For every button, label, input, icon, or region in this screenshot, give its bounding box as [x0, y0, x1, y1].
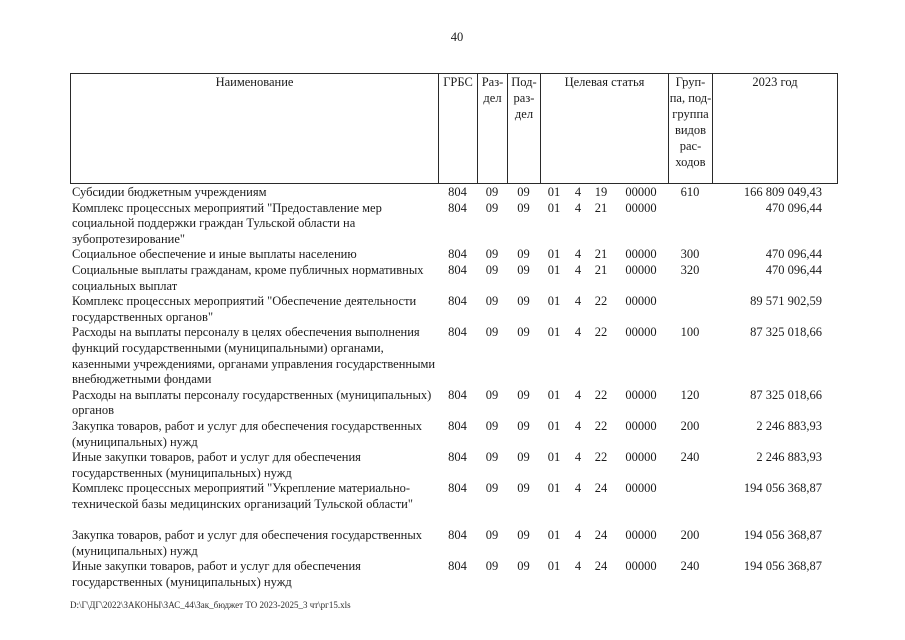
cell-target-article-direction: 00000 — [625, 418, 657, 433]
cell-podrazdel: 09 — [517, 387, 530, 402]
header-expense-type-line: Груп- — [675, 75, 706, 89]
cell-name — [70, 201, 438, 248]
cell-target-article-program: 01 — [547, 528, 561, 543]
cell-target-article-program: 01 — [547, 559, 561, 574]
table-body — [70, 185, 838, 590]
cell-name-line: Закупка товаров, работ и услуг для обеспечения государственных — [72, 418, 423, 433]
cell-name-line: казенными учреждениями, органами управления государственными — [72, 356, 436, 371]
cell-razdel: 09 — [485, 200, 499, 215]
cell-expense-type: 100 — [680, 325, 700, 340]
cell-podrazdel: 09 — [517, 559, 530, 574]
cell-target-article-program: 01 — [547, 450, 561, 465]
header-expense-type-line: видов — [674, 123, 707, 137]
table-row — [70, 450, 838, 481]
cell-target-article-element-type: 4 — [574, 262, 582, 277]
header-amount-2023 — [712, 74, 838, 183]
header-grbs — [438, 74, 477, 183]
cell-target-article-element-type: 4 — [574, 387, 582, 402]
header-expense-type-line: па, под- — [669, 91, 712, 105]
cell-target-article-element: 22 — [594, 294, 608, 309]
cell-name-line: (муниципальных) нужд — [72, 434, 198, 449]
cell-target-article-direction: 00000 — [625, 481, 657, 496]
cell-grbs: 804 — [448, 185, 467, 199]
cell-target-article-element: 22 — [594, 418, 608, 433]
cell-name-line: Расходы на выплаты персоналу в целях обеспечения выполнения — [72, 325, 420, 340]
cell-target-article-element: 24 — [594, 481, 608, 496]
cell-podrazdel: 09 — [517, 185, 530, 199]
header-grbs-label: ГРБС — [443, 75, 473, 89]
cell-expense-type: 200 — [680, 418, 700, 433]
cell-name-line: государственных (муниципальных) нужд — [72, 574, 292, 589]
cell-target-article-program: 01 — [547, 247, 561, 262]
cell-expense-type: 240 — [680, 559, 700, 574]
header-razdel-line: дел — [483, 91, 502, 105]
cell-target-article-element-type: 4 — [574, 185, 582, 199]
cell-podrazdel: 09 — [517, 294, 530, 309]
cell-razdel: 09 — [485, 528, 499, 543]
header-amount-2023-label: 2023 год — [752, 75, 798, 89]
cell-amount-2023: 87 325 018,66 — [750, 325, 822, 340]
cell-name — [70, 185, 438, 201]
cell-name-line: Комплекс процессных мероприятий "Предоставление мер — [72, 200, 382, 215]
cell-target-article-element-type: 4 — [574, 200, 582, 215]
cell-name — [70, 325, 438, 387]
cell-target-article-element-type: 4 — [574, 418, 582, 433]
cell-target-article-program: 01 — [547, 418, 561, 433]
cell-expense-type: 240 — [680, 450, 700, 465]
header-name — [70, 74, 438, 183]
table-row — [70, 528, 838, 559]
header-expense-type — [668, 74, 712, 183]
header-podrazdel-line: Под- — [511, 75, 537, 89]
cell-grbs: 804 — [448, 247, 467, 262]
cell-target-article-element-type: 4 — [574, 247, 582, 262]
cell-name — [70, 419, 438, 450]
cell-name — [70, 294, 438, 325]
cell-razdel: 09 — [485, 185, 499, 199]
cell-target-article-element: 21 — [594, 200, 608, 215]
cell-name-line: Субсидии бюджетным учреждениям — [72, 185, 267, 199]
cell-grbs: 804 — [448, 450, 467, 465]
cell-amount-2023: 194 056 368,87 — [743, 528, 822, 543]
cell-amount-2023: 166 809 049,43 — [743, 185, 822, 199]
cell-name-line: Закупка товаров, работ и услуг для обеспечения государственных — [72, 528, 423, 543]
cell-name-line: Комплекс процессных мероприятий "Укрепление материально- — [72, 481, 411, 496]
cell-amount-2023: 194 056 368,87 — [743, 559, 822, 574]
cell-razdel: 09 — [485, 450, 499, 465]
cell-name-line: государственных органов" — [72, 309, 214, 324]
cell-podrazdel: 09 — [517, 418, 530, 433]
header-expense-type-line: рас- — [679, 139, 702, 153]
cell-razdel: 09 — [485, 247, 499, 262]
cell-name-line: (муниципальных) нужд — [72, 543, 198, 558]
cell-target-article-element: 24 — [594, 528, 608, 543]
cell-target-article-element-type: 4 — [574, 559, 582, 574]
cell-amount-2023: 194 056 368,87 — [743, 481, 822, 496]
cell-razdel: 09 — [485, 387, 499, 402]
table-row — [70, 325, 838, 387]
cell-razdel: 09 — [485, 481, 499, 496]
table-row — [70, 201, 838, 248]
cell-expense-type: 300 — [680, 247, 700, 262]
cell-grbs: 804 — [448, 528, 467, 543]
cell-name — [70, 263, 438, 294]
cell-target-article-direction: 00000 — [625, 450, 657, 465]
cell-name-line: Расходы на выплаты персоналу государственных (муниципальных) — [72, 387, 432, 402]
table-header — [70, 73, 838, 184]
cell-target-article-element: 21 — [594, 262, 608, 277]
cell-target-article-element-type: 4 — [574, 294, 582, 309]
cell-target-article-direction: 00000 — [625, 559, 657, 574]
file-path-footer: D:\Г\ДГ\2022\ЗАКОНЫ\ЗАС_44\Зак_бюджет ТО 2023-2025_3 чт\рг15.xls — [70, 600, 351, 610]
cell-amount-2023: 87 325 018,66 — [750, 387, 822, 402]
cell-name-line: Иные закупки товаров, работ и услуг для обеспечения — [72, 450, 361, 465]
cell-grbs: 804 — [448, 387, 467, 402]
cell-target-article-element: 22 — [594, 450, 608, 465]
cell-name-line: Социальные выплаты гражданам, кроме публичных нормативных — [72, 262, 424, 277]
cell-target-article-program: 01 — [547, 200, 561, 215]
header-target-article-label: Целевая статья — [564, 75, 645, 89]
cell-target-article-direction: 00000 — [625, 325, 657, 340]
header-target-article — [540, 74, 668, 183]
table-row — [70, 388, 838, 419]
cell-target-article-program: 01 — [547, 325, 561, 340]
cell-target-article-program: 01 — [547, 387, 561, 402]
header-name-label: Наименование — [215, 75, 294, 89]
cell-target-article-element: 21 — [594, 247, 608, 262]
header-podrazdel-line: дел — [514, 107, 534, 121]
cell-amount-2023: 89 571 902,59 — [750, 294, 822, 309]
cell-target-article-direction: 00000 — [625, 247, 657, 262]
cell-name-line: Социальное обеспечение и иные выплаты населению — [72, 247, 357, 262]
cell-grbs: 804 — [448, 200, 467, 215]
cell-name-line: технической базы медицинских организаций Тульской области" — [72, 496, 413, 511]
cell-name — [70, 481, 438, 512]
cell-razdel: 09 — [485, 294, 499, 309]
cell-amount-2023: 2 246 883,93 — [756, 450, 822, 465]
cell-podrazdel: 09 — [517, 528, 530, 543]
cell-name-line: Комплекс процессных мероприятий "Обеспечение деятельности — [72, 294, 417, 309]
cell-target-article-element: 22 — [594, 325, 608, 340]
cell-name-line: зубопротезирование" — [72, 231, 186, 246]
cell-grbs: 804 — [448, 325, 467, 340]
cell-target-article-element-type: 4 — [574, 528, 582, 543]
cell-target-article-element-type: 4 — [574, 481, 582, 496]
table-row — [70, 481, 838, 528]
cell-grbs: 804 — [448, 262, 467, 277]
cell-name-line: внебюджетными фондами — [72, 372, 212, 387]
cell-expense-type: 610 — [680, 185, 700, 199]
cell-expense-type: 200 — [680, 528, 700, 543]
cell-name-line: государственных (муниципальных) нужд — [72, 465, 292, 480]
cell-name-line: социальной поддержки граждан Тульской области на — [72, 216, 356, 231]
cell-expense-type: 320 — [680, 262, 700, 277]
cell-target-article-program: 01 — [547, 481, 561, 496]
header-razdel — [477, 74, 507, 183]
cell-podrazdel: 09 — [517, 481, 530, 496]
cell-amount-2023: 470 096,44 — [765, 247, 822, 262]
cell-target-article-direction: 00000 — [625, 185, 657, 199]
cell-amount-2023: 470 096,44 — [765, 262, 822, 277]
cell-razdel: 09 — [485, 559, 499, 574]
cell-target-article-element-type: 4 — [574, 450, 582, 465]
cell-name — [70, 247, 438, 263]
cell-name-line: органов — [72, 403, 115, 418]
cell-name — [70, 450, 438, 481]
cell-target-article-element: 19 — [594, 185, 608, 199]
cell-podrazdel: 09 — [517, 450, 530, 465]
table-row — [70, 419, 838, 450]
cell-target-article-element: 24 — [594, 559, 608, 574]
cell-target-article-element: 22 — [594, 387, 608, 402]
table-row — [70, 185, 838, 201]
cell-name-line: Иные закупки товаров, работ и услуг для обеспечения — [72, 559, 361, 574]
table-row — [70, 294, 838, 325]
cell-grbs: 804 — [448, 481, 467, 496]
cell-razdel: 09 — [485, 418, 499, 433]
cell-podrazdel: 09 — [517, 262, 530, 277]
cell-amount-2023: 470 096,44 — [765, 200, 822, 215]
cell-target-article-direction: 00000 — [625, 262, 657, 277]
cell-podrazdel: 09 — [517, 247, 530, 262]
cell-podrazdel: 09 — [517, 200, 530, 215]
cell-target-article-direction: 00000 — [625, 200, 657, 215]
cell-target-article-element-type: 4 — [574, 325, 582, 340]
cell-grbs: 804 — [448, 559, 467, 574]
header-expense-type-line: ходов — [675, 155, 706, 169]
cell-amount-2023: 2 246 883,93 — [756, 418, 822, 433]
cell-target-article-program: 01 — [547, 185, 561, 199]
cell-name-line: социальных выплат — [72, 278, 178, 293]
cell-target-article-program: 01 — [547, 294, 561, 309]
cell-expense-type — [668, 481, 712, 497]
cell-podrazdel: 09 — [517, 325, 530, 340]
cell-expense-type — [668, 201, 712, 217]
header-expense-type-line: группа — [672, 107, 709, 121]
cell-name — [70, 388, 438, 419]
cell-expense-type: 120 — [680, 387, 700, 402]
header-podrazdel — [507, 74, 540, 183]
page-number: 40 — [450, 30, 464, 44]
cell-name — [70, 528, 438, 559]
cell-expense-type — [668, 294, 712, 310]
cell-razdel: 09 — [485, 325, 499, 340]
cell-name — [70, 559, 438, 590]
cell-target-article-direction: 00000 — [625, 294, 657, 309]
cell-target-article-direction: 00000 — [625, 528, 657, 543]
table-row — [70, 559, 838, 590]
cell-target-article-direction: 00000 — [625, 387, 657, 402]
table-row — [70, 263, 838, 294]
table-row — [70, 247, 838, 263]
header-podrazdel-line: раз- — [513, 91, 535, 105]
cell-razdel: 09 — [485, 262, 499, 277]
header-razdel-line: Раз- — [481, 75, 504, 89]
cell-target-article-program: 01 — [547, 262, 561, 277]
cell-name-line: функций государственными (муниципальными) органами, — [72, 340, 384, 355]
cell-grbs: 804 — [448, 294, 467, 309]
cell-grbs: 804 — [448, 418, 467, 433]
